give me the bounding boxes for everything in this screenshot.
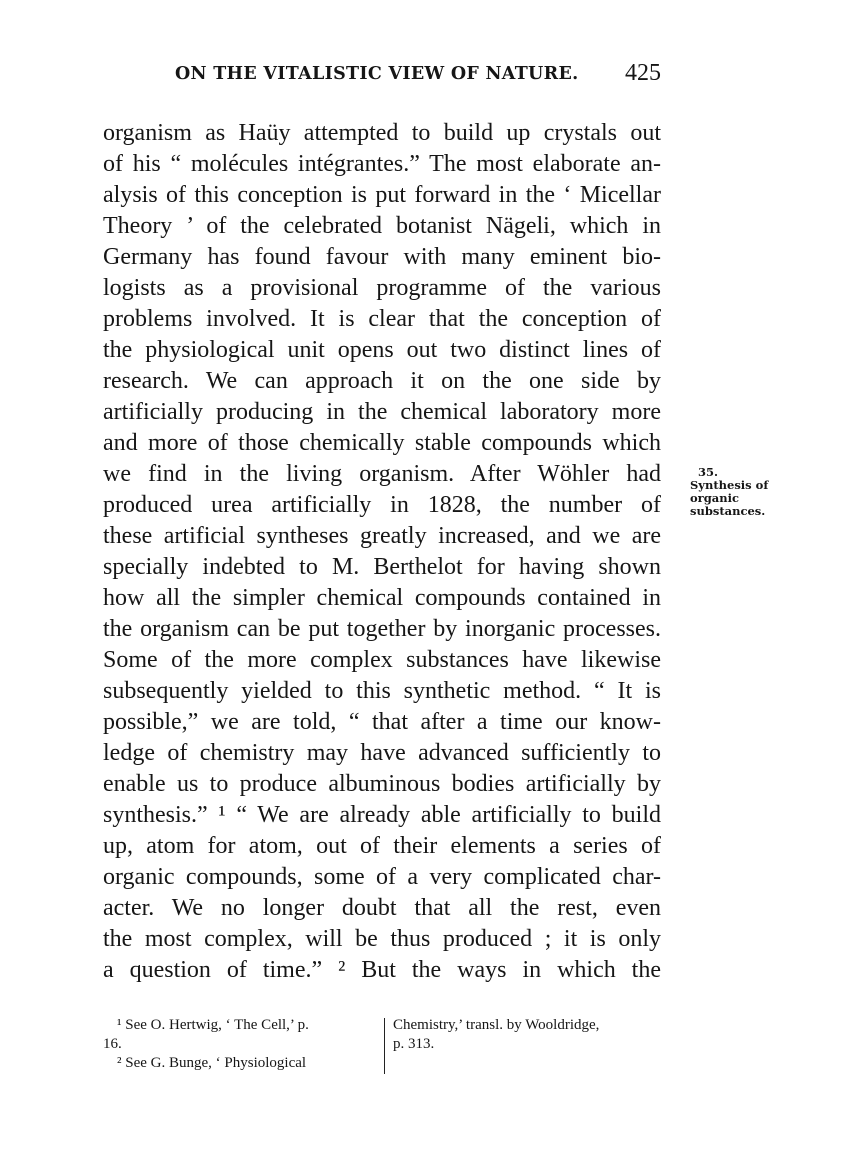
body-line: the physiological unit opens out two distinct lines of <box>103 337 661 363</box>
margin-note-line: Synthesis of <box>690 478 769 492</box>
body-line: and more of those chemically stable compounds which <box>103 430 661 456</box>
running-head <box>175 60 665 94</box>
page-number: 425 <box>625 60 661 86</box>
body-line: organic compounds, some of a very complicated char- <box>103 864 661 890</box>
margin-note-line: substances. <box>690 504 766 518</box>
body-line: research. We can approach it on the one side by <box>103 368 661 394</box>
body-text <box>103 118 661 986</box>
body-line: how all the simpler chemical compounds contained in <box>103 585 661 611</box>
body-line: Theory ’ of the celebrated botanist Nägeli, which in <box>103 213 661 239</box>
margin-note-number: 35. <box>698 465 719 479</box>
margin-note <box>690 466 790 518</box>
body-line: enable us to produce albuminous bodies artificially by <box>103 771 661 797</box>
body-line: Some of the more complex substances have likewise <box>103 647 661 673</box>
body-line: problems involved. It is clear that the conception of <box>103 306 661 332</box>
body-line: logists as a provisional programme of the various <box>103 275 661 301</box>
body-line: produced urea artificially in 1828, the number of <box>103 492 661 518</box>
body-line: of his “ molécules intégrantes.” The most elaborate an- <box>103 151 661 177</box>
body-line: organism as Haüy attempted to build up crystals out <box>103 120 661 146</box>
body-line: the most complex, will be thus produced ; it is only <box>103 926 661 952</box>
body-line: a question of time.” ² But the ways in which the <box>103 957 661 983</box>
footnote-line: Chemistry,’ transl. by Wooldridge, <box>393 1017 600 1033</box>
body-line: synthesis.” ¹ “ We are already able artificially to build <box>103 802 661 828</box>
footnote-line: ² See G. Bunge, ‘ Physiological <box>117 1055 307 1071</box>
running-head-title: ON THE VITALISTIC VIEW OF NATURE. <box>175 64 579 84</box>
body-line: we find in the living organism. After Wöhler had <box>103 461 661 487</box>
body-line: artificially producing in the chemical laboratory more <box>103 399 661 425</box>
body-line: acter. We no longer doubt that all the rest, even <box>103 895 661 921</box>
body-line: specially indebted to M. Berthelot for having shown <box>103 554 661 580</box>
body-line: the organism can be put together by inorganic processes. <box>103 616 661 642</box>
footnote-divider <box>384 1018 385 1074</box>
body-line: Germany has found favour with many eminent bio- <box>103 244 661 270</box>
margin-note-line: organic <box>690 491 739 505</box>
body-line: up, atom for atom, out of their elements a series of <box>103 833 661 859</box>
body-line: these artificial syntheses greatly increased, and we are <box>103 523 661 549</box>
footnotes-left-column <box>103 1016 373 1073</box>
footnote-line: ¹ See O. Hertwig, ‘ The Cell,’ p. <box>117 1017 309 1033</box>
body-line: subsequently yielded to this synthetic method. “ It is <box>103 678 661 704</box>
footnotes-right-column <box>393 1016 665 1054</box>
footnote-line: 16. <box>103 1036 122 1052</box>
body-line: possible,” we are told, “ that after a time our know- <box>103 709 661 735</box>
body-line: alysis of this conception is put forward in the ‘ Micellar <box>103 182 661 208</box>
footnote-line: p. 313. <box>393 1036 435 1052</box>
body-line: ledge of chemistry may have advanced sufficiently to <box>103 740 661 766</box>
footnotes <box>103 1016 663 1076</box>
